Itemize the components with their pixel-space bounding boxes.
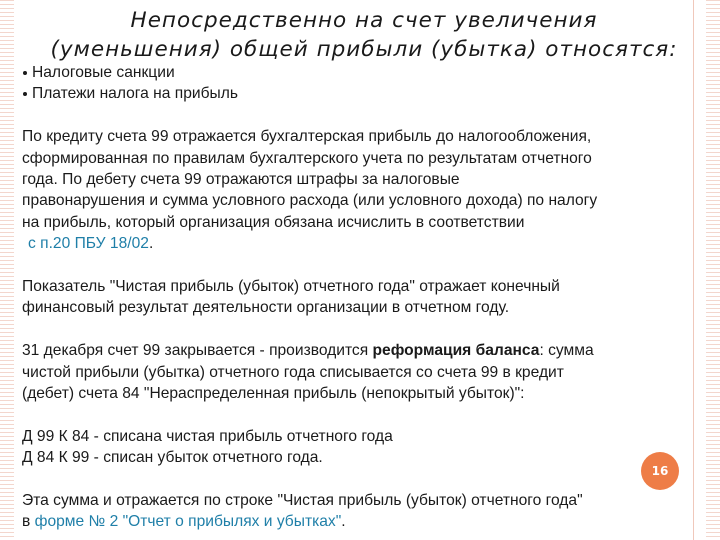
text-line [22,511,692,532]
text-line [22,340,692,361]
right-divider-line [693,0,694,540]
spacer [22,469,692,490]
entry-line: Д 99 К 84 - списана чистая прибыль отчетного года [22,427,393,445]
paragraph-credit-debit [22,126,692,254]
paragraph-net-profit [22,276,692,319]
title-line-2: (уменьшения) общей прибыли (убытка) относятся: [50,37,678,62]
text-line: финансовый результат деятельности организации в отчетном году. [22,299,510,317]
spacer [22,255,692,276]
text-line: (дебет) счета 84 "Нераспределенная прибыль (непокрытый убыток)": [22,385,525,403]
text-fragment: 31 декабря счет 99 закрывается - производится [22,342,373,360]
accounting-entries [22,426,692,469]
pbu-reference-link[interactable]: с п.20 ПБУ 18/02 [28,235,149,253]
text-fragment: . [341,513,346,531]
spacer [22,319,692,340]
text-line: года. По дебету счета 99 отражаются штрафы за налоговые [22,171,460,189]
text-line: чистой прибыли (убытка) отчетного года списывается со счета 99 в кредит [22,363,564,381]
spacer [22,105,692,126]
bold-term: реформация баланса [372,342,540,360]
form-2-link[interactable]: форме № 2 "Отчет о прибылях и убытках" [34,513,342,531]
page-number-badge: 16 [641,452,679,490]
bullet-item: Налоговые санкции [22,62,692,83]
text-line: Эта сумма и отражается по строке "Чистая прибыль (убыток) отчетного года" [22,492,583,510]
text-fragment: : сумма [539,342,594,360]
text-fragment: в [22,513,35,531]
left-decorative-stripe [0,0,14,540]
text-line: Показатель "Чистая прибыль (убыток) отчетного года" отражает конечный [22,278,560,296]
paragraph-report [22,490,692,533]
text-line: По кредиту счета 99 отражается бухгалтерская прибыль до налогообложения, [22,128,592,146]
slide-body [22,62,692,533]
paragraph-closing [22,340,692,404]
text-line: сформированная по правилам бухгалтерского учета по результатам отчетного [22,149,592,167]
text-line: правонарушения и сумма условного расхода (или условного дохода) по налогу [22,192,598,210]
spacer [22,404,692,425]
right-decorative-stripe [706,0,720,540]
title-line-1: Непосредственно на счет увеличения [130,8,598,33]
text-line: на прибыль, который организация обязана исчислить в соответствии [22,213,525,231]
slide-title [24,6,704,64]
text-fragment: . [148,235,154,253]
bullet-item: Платежи налога на прибыль [22,83,692,104]
entry-line: Д 84 К 99 - списан убыток отчетного года. [22,449,323,467]
text-line [22,233,692,254]
